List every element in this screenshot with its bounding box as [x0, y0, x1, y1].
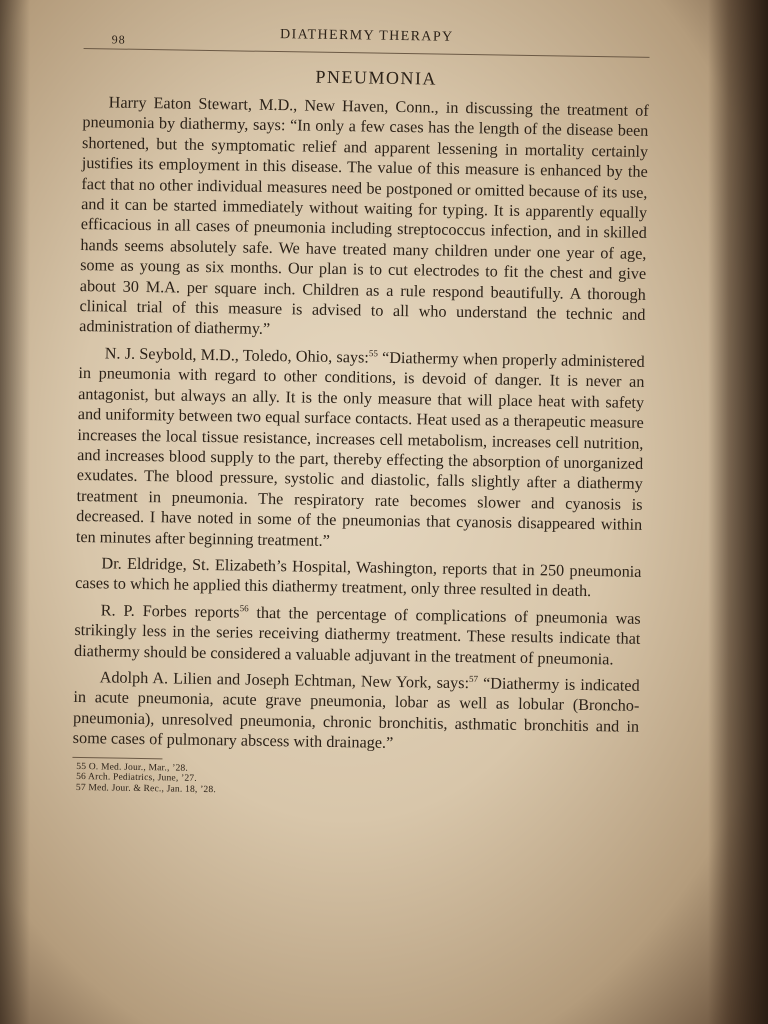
- footnote-divider: [72, 757, 162, 759]
- page-number: 98: [111, 32, 126, 47]
- paragraph-text: N. J. Seybold, M.D., Toledo, Ohio, says:: [104, 344, 370, 367]
- paragraph-stewart: Harry Eaton Stewart, M.D., New Haven, Conn., in discussing the treatment of pneumonia by diathermy, says: “In only a few cases has the length of the disease been shortened, but the symptomatic relief and apparent lessening in mortality certainly justifies its employment in this disease. The value of this measure is enhanced by the fact that no other individual measures need be postponed or omitted because of its use, and it can be started immediately without waiting for typing. It is apparently equally efficacious in all cases of pneumonia including streptococcus infection, and in skilled hands seems absolutely safe. We have treated many children under one year of age, some as young as six months. Our plan is to cut electrodes to fit the chest and give about 30 M.A. per square inch. Children as a rule respond beautifully. A thorough clinical trial of this measure is advised to all who understand the technic and administration of diathermy.”: [79, 93, 649, 339]
- footnote-reference: 57: [469, 673, 479, 684]
- footnote-56: 56 Arch. Pediatrics, June, ’27.: [76, 772, 197, 784]
- footnote-55: 55 O. Med. Jour., Mar., ’28.: [76, 761, 189, 774]
- text-block: [72, 22, 650, 802]
- footnote-57: 57 Med. Jour. & Rec., Jan. 18, ’28.: [75, 782, 217, 795]
- paragraph-eldridge: Dr. Eldridge, St. Elizabeth’s Hospital, Washington, reports that in 250 pneumonia cases to which he applied this diathermy treatment, only three resulted in death.: [75, 554, 642, 601]
- page-left-shadow: [0, 0, 30, 1024]
- paragraph-forbes: [74, 600, 641, 670]
- section-heading: PNEUMONIA: [315, 66, 438, 89]
- paragraph-text: R. P. Forbes reports: [100, 601, 240, 622]
- footnote-reference: 56: [239, 602, 249, 614]
- running-head: [84, 22, 650, 58]
- paragraph-lilien-echtman: [73, 667, 640, 758]
- running-title: DIATHERMY THERAPY: [279, 27, 454, 45]
- paragraph-text: “Diathermy when properly administered in pneumonia with regard to other conditions, is devoid of danger. It is never an antagonist, but always an ally. It is the only measure that will place heat with safety and uniformity between two equal surface contacts. Heat used as a therapeutic measure increases the local tissue resistance, increases cell metabolism, increases cell nutrition, and increases blood supply to the part, thereby effecting the absorption of unorganized exudates. The blood pressure, systolic and diastolic, falls slightly after a diathermy treatment in pneumonia. The respiratory rate becomes slower and cyanosis is decreased. I have noted in some of the pneumonias that cyanosis disappeared within ten minutes after beginning treatment.”: [75, 348, 645, 550]
- paragraph-text: Adolph A. Lilien and Joseph Echtman, New York, says:: [99, 668, 470, 693]
- paragraph-text: “Diathermy is indicated in acute pneumonia, acute grave pneumonia, lobar as well as lobular (Broncho-pneumonia), unresolved pneumonia, chronic bronchitis, asthmatic bronchitis and in some cases of pulmonary abscess with drainage.”: [72, 674, 640, 753]
- footnote-reference: 55: [368, 348, 379, 359]
- paragraph-seybold: [76, 343, 645, 556]
- paragraph-text: that the percentage of complications of pneumonia was strikingly less in the series receiving diathermy treatment. These results indicate that diathermy should be considered a valuable adjuvant in the treatment of pneumonia.: [73, 603, 641, 668]
- page-right-shadow: [708, 0, 768, 1024]
